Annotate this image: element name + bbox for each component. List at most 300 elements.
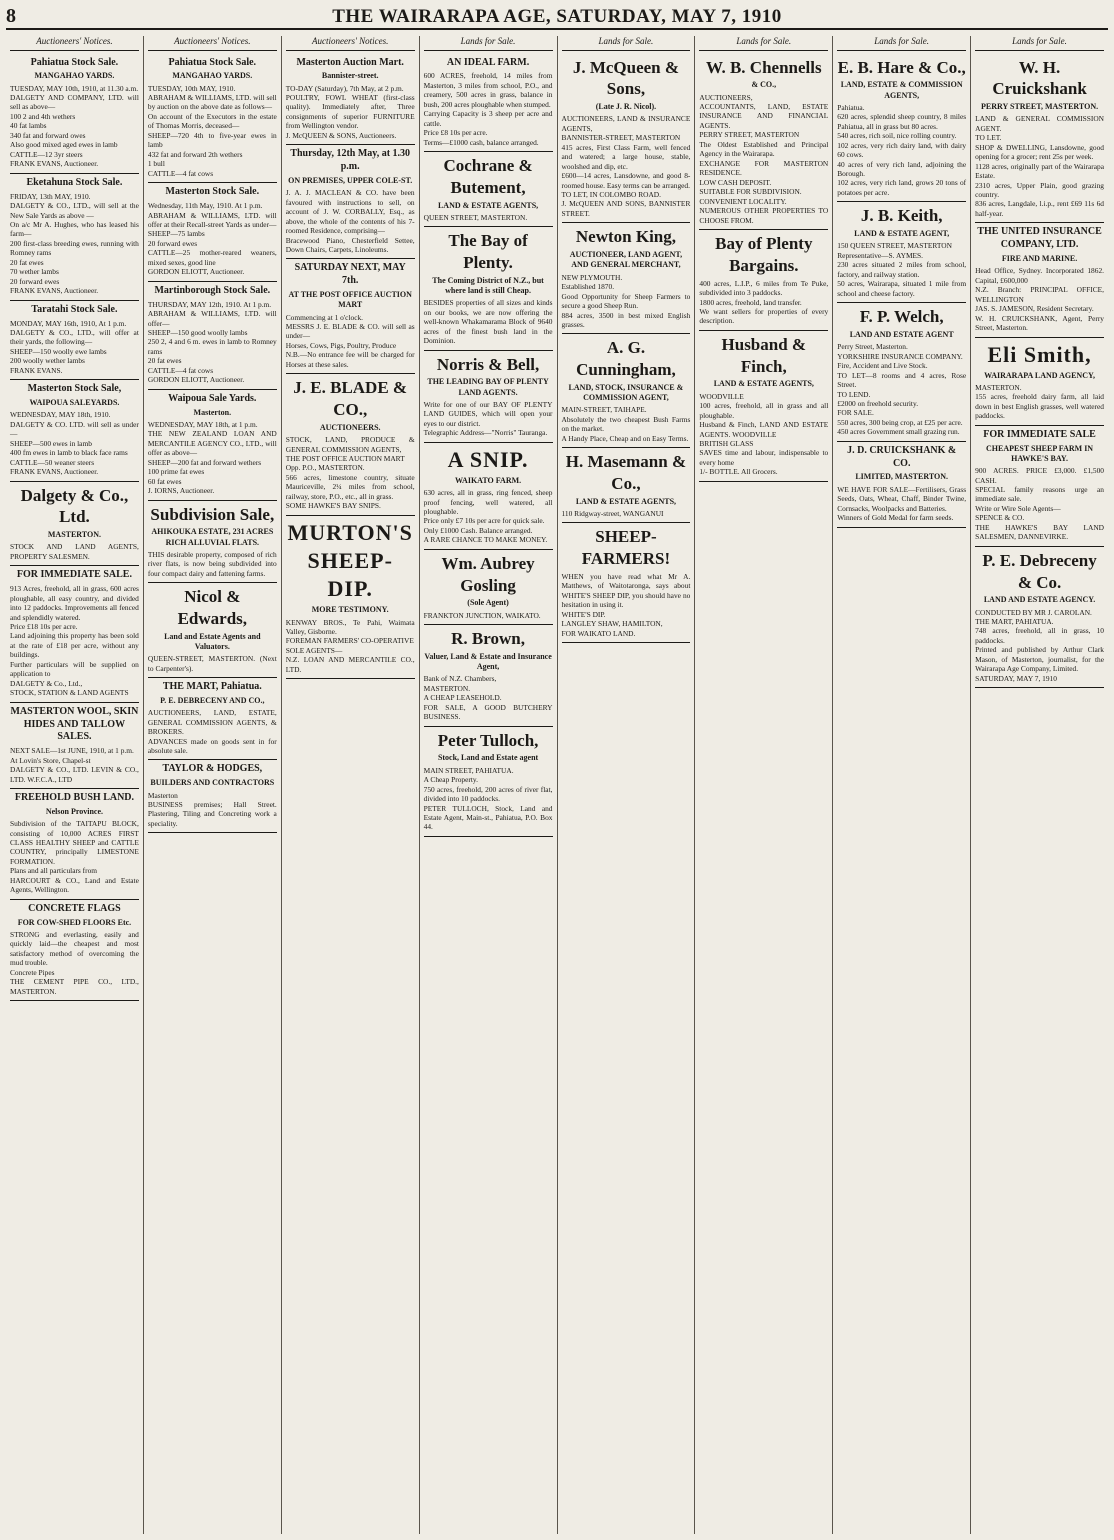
ad-subheading: BUILDERS AND CONTRACTORS	[150, 778, 275, 788]
ad-text: SUITABLE FOR SUBDIVISION.	[699, 187, 802, 197]
ad-text: 900 ACRES. PRICE £3,000. £1,500 CASH.	[975, 466, 1104, 485]
ad-text: DALGETY AND COMPANY, LTD. will sell as above—	[10, 93, 139, 112]
ad-text: TO LET.	[975, 133, 1002, 143]
ad-heading: Nicol & Edwards,	[177, 587, 248, 628]
ad-text: TO LET—8 rooms and 4 acres, Rose Street.	[837, 370, 967, 390]
ad-text: J. McQUEEN AND SONS, BANNISTER STREET.	[561, 199, 691, 218]
advertisement	[424, 727, 553, 837]
ad-text: TUESDAY, 10th MAY, 1910.	[147, 83, 236, 93]
ad-subheading: MANGAHAO YARDS.	[172, 71, 253, 81]
ad-text: CATTLE—4 fat cows	[147, 365, 214, 375]
ad-text: WEDNESDAY, MAY 18th, 1910.	[10, 410, 111, 420]
ad-text: JAS. S. JAMESON, Resident Secretary.	[975, 304, 1094, 314]
column-heading: Lands for Sale.	[562, 36, 691, 51]
ad-heading: Subdivision Sale,	[150, 504, 275, 524]
ad-text: The Oldest Established and Principal Agency in the Wairarapa.	[699, 139, 829, 159]
ad-text: ADVANCES made on goods sent in for absolute sale.	[147, 736, 277, 756]
ad-text: A Cheap Property.	[423, 775, 478, 785]
ad-text: 836 acres, Langdale, l.i.p., rent £69 11s 6d half-year.	[975, 199, 1104, 218]
ad-text: Husband & Finch, LAND AND ESTATE AGENTS. WOODVILLE	[699, 420, 829, 439]
ad-subheading: MORE TESTIMONY.	[311, 605, 389, 615]
ad-text: GORDON ELIOTT, Auctioneer.	[147, 267, 245, 277]
ad-text: 20 fat ewes	[147, 356, 182, 366]
ad-heading: FREEHOLD BUSH LAND.	[14, 792, 135, 803]
ad-text: MESSRS J. E. BLADE & CO. will sell as under—	[285, 322, 415, 341]
advertisement	[975, 547, 1104, 688]
ad-text: Telegraphic Address—"Norris" Tauranga.	[423, 428, 548, 438]
advertisement	[837, 303, 966, 442]
ad-text: ABRAHAM & WILLIAMS, LTD. will offer—	[147, 309, 277, 328]
ad-heading: J. D. CRUICKSHANK & CO.	[847, 444, 957, 469]
ad-heading: P. E. Debreceny & Co.	[982, 550, 1097, 592]
ad-text: AUCTIONEERS, LAND, ESTATE, GENERAL COMMISSION AGENTS, & BROKERS.	[147, 708, 277, 737]
ad-text: 40 fat lambs	[10, 121, 47, 131]
ad-text: CATTLE—25 mother-reared weaners, mixed sexes, good line	[147, 248, 277, 267]
ad-text: A Handy Place, Cheap and on Easy Terms.	[561, 433, 689, 443]
ad-heading: E. B. Hare & Co.,	[837, 57, 966, 77]
ad-text: WHITE'S DIP.	[561, 609, 606, 619]
ad-heading: A SNIP.	[447, 446, 529, 472]
ad-subheading: AUCTIONEER, LAND AGENT, AND GENERAL MERCHANT,	[569, 250, 683, 270]
ad-text: NUMEROUS OTHER PROPERTIES TO CHOOSE FROM.	[699, 206, 829, 225]
ad-subheading: LAND, STOCK, INSURANCE & COMMISSION AGENT,	[568, 382, 684, 403]
ad-heading: CONCRETE FLAGS	[28, 902, 121, 914]
ad-subheading: Land and Estate Agents and Valuators.	[164, 631, 261, 651]
ad-heading: SHEEP-FARMERS!	[581, 527, 671, 569]
ad-text: FOR SALE.	[837, 408, 874, 418]
ad-heading: J. B. Keith,	[860, 206, 943, 226]
ad-text: 550 acres, 300 being crop, at £25 per acre.	[837, 417, 963, 427]
ad-heading: Pahiatua Stock Sale.	[168, 56, 257, 68]
ad-text: 748 acres, freehold, all in grass, 10 paddocks.	[975, 626, 1104, 645]
ad-subheading: MANGAHAO YARDS.	[34, 71, 115, 81]
ad-heading: J. E. BLADE & CO.,	[293, 378, 408, 420]
ad-text: SAVES time and labour, indispensable to every home	[699, 448, 829, 467]
ad-subheading: Stock, Land and Estate agent	[437, 753, 539, 763]
ad-text: N.Z. Branch: PRINCIPAL OFFICE, WELLINGTON	[975, 285, 1104, 304]
ad-text: 200 first-class breeding ewes, running with Romney rams	[10, 238, 139, 258]
ad-text: 432 fat and forward 2th wethers	[147, 149, 243, 159]
ad-text: SHEEP—75 lambs	[147, 229, 205, 239]
ad-text: J. A. J. MACLEAN & CO. have been favoured with instructions to sell, on account of J. W. CORBALLY, Esq., as above, the whole of the contents of his 7-roomed Residence, comprising—	[285, 188, 415, 236]
ad-text: 20 fat ewes	[10, 257, 44, 267]
ad-text: Perry Street, Masterton.	[837, 342, 908, 352]
advertisement	[699, 331, 828, 482]
advertisement	[10, 789, 139, 900]
ad-text: FOREMAN FARMERS' CO-OPERATIVE	[285, 636, 414, 646]
ad-text: Concrete Pipes	[10, 967, 55, 977]
ad-text: £2000 on freehold security.	[837, 399, 919, 409]
page-number: 8	[6, 5, 16, 27]
ad-text: WOODVILLE	[699, 391, 744, 401]
advertisement	[10, 482, 139, 567]
ad-text: SHEEP—150 woolly ewe lambs	[10, 346, 107, 356]
advertisement	[148, 501, 277, 584]
ad-heading: MURTON'S SHEEP-DIP.	[287, 519, 413, 602]
ad-text: ABRAHAM & WILLIAMS, LTD. will sell by auction on the above date as follows—	[147, 93, 277, 112]
ad-text: ABRAHAM & WILLIAMS, LTD. will offer at their Recall-street Yards as under—	[147, 210, 277, 229]
ad-text: Further particulars will be supplied on application to	[10, 659, 139, 679]
ad-text: Winners of Gold Medal for farm seeds.	[837, 513, 954, 523]
ad-text: SOME HAWKE'S BAY SNIPS.	[285, 501, 381, 511]
ad-text: 1/- BOTTLE. All Grocers.	[699, 467, 778, 477]
ad-heading: Thursday, 12th May, at 1.30 p.m.	[290, 148, 411, 173]
ad-text: 50 acres, Wairarapa, situated 1 mile from school and cheese factory.	[837, 279, 967, 298]
ad-text: SHEEP—150 good woolly lambs	[147, 327, 248, 337]
ad-text: TUESDAY, MAY 10th, 1910, at 11.30 a.m.	[10, 83, 139, 93]
advertisement	[424, 351, 553, 443]
ad-text: £600—14 acres, Lansdowne, and good 8-roomed house. Easy terms can be arranged.	[561, 171, 691, 190]
advertisement	[975, 426, 1104, 547]
columns-container	[6, 36, 1108, 1534]
ad-text: Plans and all particulars from	[10, 866, 98, 876]
ad-text: MAIN-STREET, TAIHAPE.	[561, 405, 647, 415]
advertisement	[562, 223, 691, 334]
ad-text: POULTRY, FOWL WHEAT (first-class quality). Immediately after, Three consignments of superior FURNITURE from Wellington vendor.	[285, 93, 415, 131]
ad-heading: Dalgety & Co., Ltd.	[20, 485, 129, 527]
ad-text: SOLE AGENTS—	[285, 645, 343, 655]
ad-text: CATTLE—50 weaner steers	[10, 457, 95, 467]
ad-text: 60 fat ewes	[147, 476, 182, 486]
page-title: THE WAIRARAPA AGE, SATURDAY, MAY 7, 1910	[332, 6, 782, 27]
ad-text: N.Z. LOAN AND MERCANTILE CO., LTD.	[285, 655, 415, 674]
ad-text: Terms—£1000 cash, balance arranged.	[423, 137, 539, 147]
ad-text: Commencing at 1 o'clock.	[285, 312, 364, 322]
ad-text: TO LET, IN COLOMBO ROAD.	[561, 190, 661, 199]
ad-text: QUEEN-STREET, MASTERTON. (Next to Carpenter's).	[147, 654, 277, 673]
ad-text: J. McQUEEN & SONS, Auctioneers.	[285, 130, 397, 140]
ad-text: W. H. CRUICKSHANK, Agent, Perry Street, Masterton.	[975, 313, 1104, 333]
ad-subheading: The Coming District of N.Z., but where land is still Cheap.	[432, 275, 544, 295]
ad-text: AUCTIONEERS, LAND & INSURANCE AGENTS,	[561, 114, 691, 133]
ad-heading: H. Masemann & Co.,	[565, 452, 687, 494]
ad-text: NEXT SALE—1st JUNE, 1910, at 1 p.m.	[10, 746, 134, 756]
ad-heading: Peter Tulloch,	[437, 730, 539, 750]
ad-subheading: THE LEADING BAY OF PLENTY LAND AGENTS.	[427, 377, 549, 397]
ad-subheading: Bannister-street.	[321, 71, 379, 81]
ad-text: THE NEW ZEALAND LOAN AND MERCANTILE AGENCY CO., LTD., will offer as above—	[147, 429, 277, 458]
ad-text: At Lovin's Store, Chapel-st	[10, 755, 91, 765]
ad-text: YORKSHIRE INSURANCE COMPANY.	[837, 351, 963, 361]
ad-text: 620 acres, splendid sheep country, 8 miles Pahiatua, all in grass but 80 acres.	[837, 112, 967, 131]
ad-text: 230 acres situated 2 miles from school, factory, and railway station.	[837, 260, 967, 279]
ad-heading: Husband & Finch,	[721, 334, 807, 376]
ad-text: 340 fat and forward owes	[10, 130, 86, 140]
ad-text: N.B.—No entrance fee will be charged for Horses at these sales.	[285, 350, 415, 369]
ad-text: PETER TULLOCH, Stock, Land and Estate Agent, Main-st., Pahiatua, P.O. Box 44.	[423, 803, 553, 832]
ad-text: FRIDAY, 13th MAY, 1910.	[10, 191, 91, 201]
ad-text: STOCK AND LAND AGENTS, PROPERTY SALESMEN.	[10, 542, 139, 561]
ad-subheading: LAND & ESTATE AGENTS,	[575, 496, 677, 506]
ad-heading: Martinborough Stock Sale.	[154, 284, 271, 296]
ad-text: HARCOURT & CO., Land and Estate Agents, Wellington.	[10, 875, 139, 895]
ad-text: 20 forward ewes	[147, 238, 198, 248]
ad-subheading: Valuer, Land & Estate and Insurance Agent,	[424, 651, 552, 672]
column-5	[558, 36, 696, 1534]
ad-text: FRANK EVANS.	[10, 365, 63, 375]
column-8	[971, 36, 1108, 1534]
advertisement	[837, 202, 966, 303]
ad-text: WEDNESDAY, MAY 18th, at 1 p.m.	[147, 419, 258, 429]
ad-subheading: Nelson Province.	[45, 806, 104, 816]
ad-text: 40 acres of very rich land, adjoining the Borough.	[837, 159, 967, 179]
ad-text: Also good mixed aged ewes in lamb	[10, 140, 118, 150]
ad-heading: Masterton Stock Sale,	[27, 383, 122, 395]
ad-subheading: & CO.,	[751, 80, 777, 90]
advertisement	[148, 54, 277, 184]
ad-text: Opp. P.O., MASTERTON.	[285, 463, 365, 473]
ad-heading: Masterton Auction Mart.	[296, 56, 404, 68]
ad-text: Good Opportunity for Sheep Farmers to secure a good Sheep Run.	[561, 291, 691, 311]
ad-heading: THE MART, Pahiatua.	[162, 681, 262, 693]
ad-text: TO LEND.	[837, 389, 871, 399]
advertisement	[424, 625, 553, 727]
ad-text: Price only £7 10s per acre for quick sale.	[423, 516, 545, 526]
ad-text: 102 acres, very rich dairy land, with dairy 60 cows.	[837, 140, 967, 160]
advertisement	[837, 442, 966, 528]
ad-text: 400 fm ewes in lamb to black face rams	[10, 448, 128, 458]
ad-heading: R. Brown,	[451, 629, 525, 649]
ad-text: Write or Wire Sole Agents—	[975, 503, 1061, 513]
ad-text: Price £8 10s per acre.	[423, 128, 488, 138]
ad-subheading: Masterton.	[193, 407, 232, 417]
ad-text: BESIDES properties of all sizes and kinds on our books, we are now offering the well-known Whakamarama Block of 9640 acres of the finest bush land in the Dominion.	[423, 298, 553, 346]
ad-text: FOR SALE, A GOOD BUTCHERY BUSINESS.	[423, 702, 553, 722]
advertisement	[424, 227, 553, 350]
ad-text: 913 Acres, freehold, all in grass, 600 acres ploughable, all easy country, and divided into 12 paddocks. Improvements all fenced and splendidly watered.	[10, 584, 139, 622]
ad-text: LOW CASH DEPOSIT.	[699, 177, 772, 187]
column-heading: Lands for Sale.	[837, 36, 966, 51]
ad-heading: FOR IMMEDIATE SALE	[983, 428, 1096, 440]
ad-heading: FOR IMMEDIATE SALE.	[16, 569, 132, 581]
ad-subheading: ON PREMISES, UPPER COLE-ST.	[288, 175, 413, 185]
column-heading: Lands for Sale.	[699, 36, 828, 51]
ad-heading: The Bay of Plenty.	[448, 231, 528, 273]
ad-text: On account of the Executors in the estate of Thomas Morris, deceased—	[147, 111, 277, 131]
ad-subheading: LAND AND ESTATE AGENT	[849, 329, 954, 339]
column-3	[282, 36, 420, 1534]
advertisement	[286, 374, 415, 515]
ad-heading: Norris & Bell,	[436, 354, 540, 374]
ad-text: 630 acres, all in grass, ring fenced, sheep proof fencing, well watered, all ploughable.	[423, 488, 553, 516]
ad-text: MASTERTON.	[975, 382, 1022, 392]
ad-text: Horses, Cows, Pigs, Poultry, Produce	[285, 340, 397, 350]
ad-text: 400 acres, L.I.P., 6 miles from Te Puke, subdivided into 3 paddocks.	[699, 278, 829, 298]
column-4	[420, 36, 558, 1534]
ad-text: ACCOUNTANTS, LAND, ESTATE INSURANCE AND FINANCIAL AGENTS.	[699, 101, 829, 130]
ad-subheading: WAIPOUA SALEYARDS.	[29, 398, 120, 408]
ad-heading: Taratahi Stock Sale.	[31, 303, 118, 315]
ad-text: STOCK, LAND, PRODUCE & GENERAL COMMISSION AGENTS,	[285, 435, 415, 454]
ad-text: THIS desirable property, composed of rich river flats, is now being subdivided into four compact dairy and fattening farms.	[147, 549, 277, 578]
advertisement	[424, 54, 553, 153]
ad-subheading: CHEAPEST SHEEP FARM IN HAWKE'S BAY.	[986, 443, 1094, 463]
advertisement	[975, 223, 1104, 337]
ad-text: Absolutely the two cheapest Bush Farms on the market.	[561, 414, 691, 434]
ad-subheading: FOR COW-SHED FLOORS Etc.	[17, 917, 132, 927]
ad-text: Write for one of our BAY OF PLENTY LAND GUIDES, which will open your eyes to our district.	[423, 399, 553, 428]
ad-subheading: LAND, ESTATE & COMMISSION AGENTS,	[840, 80, 963, 100]
ad-text: Representative—S. AYMES.	[837, 250, 923, 260]
ad-text: On a/c Mr A. Hughes, who has leased his farm—	[10, 219, 139, 239]
advertisement	[286, 145, 415, 259]
ad-text: MASTERTON.	[423, 683, 471, 693]
advertisement	[10, 703, 139, 789]
ad-subheading: LAND & ESTATE AGENT,	[854, 229, 950, 239]
ad-heading: Wm. Aubrey Gosling	[441, 553, 535, 595]
ad-text: FRANK EVANS, Auctioneer.	[10, 467, 99, 477]
ad-text: MONDAY, MAY 16th, 1910, At 1 p.m.	[10, 318, 127, 328]
column-heading: Auctioneers' Notices.	[148, 36, 277, 51]
ad-heading: Cochrane & Butement,	[443, 156, 533, 197]
advertisement	[148, 390, 277, 501]
advertisement	[10, 301, 139, 381]
advertisement	[837, 54, 966, 203]
ad-text: 415 acres, First Class Farm, well fenced and watered; a large house, stable, woolshed and dip, etc.	[561, 142, 691, 171]
ad-text: SPECIAL family reasons urge an immediate sale.	[975, 484, 1104, 504]
ad-text: Printed and published by Arthur Clark Mason, of Masterton, journalist, for the Wairarapa Age Company, Limited.	[975, 645, 1104, 674]
ad-text: CONDUCTED BY MR J. CAROLAN.	[975, 607, 1092, 617]
ad-heading: W. B. Chennells	[706, 57, 822, 77]
advertisement	[10, 54, 139, 174]
ad-text: KENWAY BROS., Te Pahi, Waimata Valley, Gisborne.	[285, 617, 415, 636]
ad-text: Established 1870.	[561, 282, 615, 292]
ad-text: Pahiatua.	[837, 102, 865, 112]
ad-text: THE MART, PAHIATUA.	[975, 617, 1054, 626]
ad-heading: W. H. Cruickshank	[992, 57, 1087, 99]
ad-text: DALGETY & CO., LTD. LEVIN & CO., LTD. W.F.C.A., LTD	[10, 765, 139, 784]
ad-text: DALGETY & Co., Ltd.,	[10, 678, 83, 688]
ad-text: MAIN STREET, PAHIATUA.	[423, 765, 514, 775]
ad-text: 2310 acres, Upper Plain, good grazing country.	[975, 180, 1104, 199]
ad-text: 566 acres, limestone country, situate Mauriceville, 2¼ miles from school, railway, store, P.O., etc., all in grass.	[285, 472, 415, 501]
ad-heading: Eli Smith,	[987, 341, 1092, 367]
ad-text: A RARE CHANCE TO MAKE MONEY.	[423, 535, 548, 545]
ad-text: PERRY STREET, MASTERTON	[699, 130, 800, 140]
advertisement	[148, 282, 277, 390]
ad-text: QUEEN STREET, MASTERTON.	[423, 212, 528, 222]
advertisement	[10, 380, 139, 481]
ad-text: SHEEP—200 fat and forward wethers	[147, 457, 262, 467]
ad-heading: SATURDAY NEXT, MAY 7th.	[294, 262, 406, 287]
ad-text: SPENCE & CO.	[975, 513, 1025, 523]
ad-text: 100 prime fat ewes	[147, 467, 205, 477]
column-heading: Auctioneers' Notices.	[10, 36, 139, 51]
advertisement	[148, 678, 277, 760]
ad-text: BANNISTER-STREET, MASTERTON	[561, 133, 681, 143]
advertisement	[975, 338, 1104, 426]
ad-subheading: LIMITED, MASTERTON.	[855, 472, 949, 482]
ad-text: CATTLE—4 fat cows	[147, 168, 214, 178]
ad-text: SHEEP—720 4th to five-year ewes in lamb	[147, 130, 277, 150]
ad-text: BRITISH GLASS	[699, 438, 754, 448]
ad-text: 20 forward ewes	[10, 276, 60, 286]
advertisement	[699, 54, 828, 231]
ad-heading: Masterton Stock Sale.	[165, 186, 260, 198]
ad-text: 102 acres, very rich land, grows 20 tons of potatoes per acre.	[837, 178, 967, 197]
ad-heading: A. G. Cunningham,	[576, 338, 676, 380]
ad-text: Bracewood Piano, Chesterfield Settee, Down Chairs, Carpets, Linoleums.	[285, 235, 415, 254]
advertisement	[10, 566, 139, 702]
ad-text: Carrying Capacity is 3 sheep per acre and cattle.	[423, 109, 553, 128]
ad-text: BUSINESS premises; Hall Street. Plastering, Tiling and Concreting work a speciality.	[147, 799, 277, 828]
ad-text: 600 ACRES, freehold, 14 miles from Masterton, 3 miles from school, P.O., and creamery, 500 acres in grass, balance in bush, 200 acres ploughable when stumped.	[423, 71, 553, 109]
ad-heading: TAYLOR & HODGES,	[162, 763, 263, 775]
ad-text: Wednesday, 11th May, 1910. At 1 p.m.	[147, 201, 263, 211]
column-2	[144, 36, 282, 1534]
ad-text: Subdivision of the TAITAPU BLOCK, consisting of 10,000 ACRES FIRST CLASS HEALTHY SHEEP and CATTLE COUNTRY, principally LIMESTONE FORMATION.	[10, 819, 139, 866]
ad-heading: Waipoua Sale Yards.	[168, 392, 257, 404]
ad-text: 70 wether lambs	[10, 267, 59, 277]
ad-text: 200 woolly wether lambs	[10, 356, 85, 366]
ad-subheading: AT THE POST OFFICE AUCTION MART	[288, 290, 412, 310]
ad-text: CONVENIENT LOCALITY.	[699, 196, 787, 206]
ad-text: LAND & GENERAL COMMISSION AGENT.	[975, 114, 1104, 133]
ad-heading: AN IDEAL FARM.	[446, 56, 530, 68]
ad-subheading: WAIKATO FARM.	[454, 475, 522, 485]
advertisement	[699, 230, 828, 331]
advertisement	[148, 760, 277, 833]
ad-text: SHEEP—500 ewes in lamb	[10, 438, 92, 448]
advertisement	[286, 516, 415, 680]
ad-text: 150 QUEEN STREET, MASTERTON	[837, 241, 952, 251]
ad-text: STOCK, STATION & LAND AGENTS	[10, 688, 129, 698]
ad-heading: Bay of Plenty Bargains.	[715, 234, 813, 275]
ad-text: Only £1000 Cash. Balance arranged.	[423, 525, 533, 535]
ad-heading: THE UNITED INSURANCE COMPANY, LTD.	[977, 226, 1102, 251]
ad-text: 100 acres, freehold, all in grass and all ploughable.	[699, 401, 829, 420]
ad-text: 884 acres, 3500 in best mixed English grasses.	[561, 310, 691, 329]
advertisement	[424, 152, 553, 227]
ad-text: Bank of N.Z. Chambers,	[423, 674, 497, 684]
column-heading: Auctioneers' Notices.	[286, 36, 415, 51]
advertisement	[424, 443, 553, 550]
ad-text: J. IORNS, Auctioneer.	[147, 486, 215, 496]
ad-text: Price £18 10s per acre.	[10, 621, 78, 631]
ad-text: 1800 acres, freehold, land transfer.	[699, 297, 802, 307]
ad-text: A CHEAP LEASEHOLD.	[423, 693, 502, 703]
ad-text: GORDON ELIOTT, Auctioneer.	[147, 375, 245, 385]
ad-text: FRANK EVANS, Auctioneer.	[10, 159, 99, 169]
column-6	[695, 36, 833, 1534]
ad-text: FOR WAIKATO LAND.	[561, 628, 636, 638]
advertisement	[286, 259, 415, 374]
ad-text: LANGLEY SHAW, HAMILTON,	[561, 619, 663, 629]
masthead	[6, 6, 1108, 30]
ad-heading: F. P. Welch,	[859, 307, 944, 327]
ad-text: STRONG and everlasting, easily and quickly laid—the cheapest and most satisfactory method of overcoming the mud trouble.	[10, 929, 139, 968]
advertisement	[562, 448, 691, 523]
ad-text: 250 2, 4 and 6 m. ewes in lamb to Romney rams	[147, 337, 277, 356]
ad-text: We want sellers for properties of every description.	[699, 306, 829, 326]
ad-text: 1128 acres, originally part of the Wairarapa Estate.	[975, 161, 1104, 181]
ad-text: DALGETY & CO., LTD., will offer at their yards, the following—	[10, 327, 139, 347]
advertisement	[10, 900, 139, 1001]
ad-text: THE CEMENT PIPE CO., LTD., MASTERTON.	[10, 977, 139, 996]
ad-text: THE HAWKE'S BAY LAND SALESMEN, DANNEVIRKE.	[975, 522, 1104, 542]
ad-heading: Eketahuna Stock Sale.	[26, 176, 123, 188]
ad-subheading: LAND & ESTATE AGENTS,	[713, 379, 814, 389]
ad-text: SHOP & DWELLING, Lansdowne, good opening for a grocer; rent 25s per week.	[975, 142, 1104, 162]
ad-text: 100 2 and 4th wethers	[10, 111, 76, 121]
advertisement	[148, 183, 277, 282]
ad-heading: MASTERTON WOOL, SKIN HIDES AND TALLOW SALES.	[10, 705, 139, 743]
ad-text: 110 Ridgway-street, WANGANUI	[561, 509, 664, 519]
ad-text: NEW PLYMOUTH.	[561, 272, 623, 282]
ad-heading: Pahiatua Stock Sale.	[30, 56, 119, 68]
ad-text: Masterton	[147, 790, 178, 800]
ad-text: THURSDAY, MAY 12th, 1910. At 1 p.m.	[147, 299, 272, 309]
